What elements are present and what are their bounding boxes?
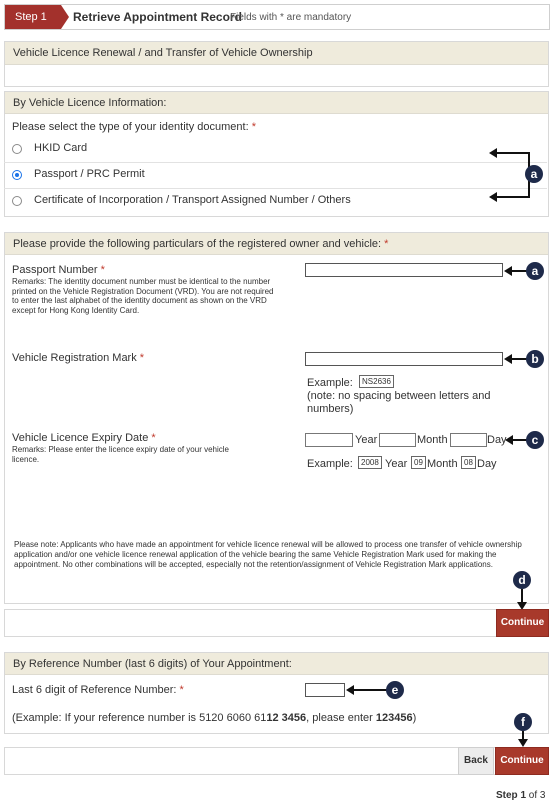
radio-button[interactable] bbox=[12, 196, 22, 206]
radio-option-certificate[interactable] bbox=[4, 190, 547, 215]
arrow-head-icon bbox=[346, 685, 354, 695]
section-title: Vehicle Licence Renewal / and Transfer of Vehicle Ownership bbox=[5, 42, 548, 65]
section-title: By Vehicle Licence Information: bbox=[5, 92, 548, 114]
day-label: Day bbox=[487, 434, 507, 446]
callout-marker-b: b bbox=[526, 350, 544, 368]
callout-arrow-line bbox=[496, 196, 529, 198]
step-arrow-icon bbox=[61, 5, 69, 29]
back-button[interactable]: Back bbox=[458, 747, 494, 775]
section-title: Please provide the following particulars of the registered owner and vehicle: * bbox=[5, 233, 548, 255]
expiry-remark: Remarks: Please enter the licence expiry date of your vehicle licence. bbox=[12, 445, 229, 464]
callout-marker-c: c bbox=[526, 431, 544, 449]
vrm-label: Vehicle Registration Mark * bbox=[12, 352, 145, 364]
reference-number-label: Last 6 digit of Reference Number: * bbox=[12, 684, 184, 696]
callout-arrow-line bbox=[513, 439, 527, 441]
continue-button[interactable]: Continue bbox=[495, 747, 549, 775]
month-label: Month bbox=[417, 434, 448, 446]
arrow-head-icon bbox=[504, 266, 512, 276]
arrow-head-icon bbox=[504, 354, 512, 364]
section-vehicle-licence-renewal bbox=[4, 41, 549, 87]
example-month-label: Month bbox=[427, 458, 458, 470]
passport-remark: Remarks: The identity document number must be identical to the number printed on the Vehicle Registration Document (VRD). You are not required to enter the last alphabet of the identity document as shown on the VRD except for Hong Kong Identity Card. bbox=[12, 277, 274, 315]
continue-bar bbox=[4, 609, 549, 637]
radio-option-hkid[interactable] bbox=[4, 138, 547, 163]
example-day-value: 08 bbox=[461, 456, 476, 469]
expiry-month-input[interactable] bbox=[379, 433, 416, 447]
arrow-head-icon bbox=[489, 148, 497, 158]
expiry-date-label: Vehicle Licence Expiry Date * bbox=[12, 432, 156, 444]
vrm-example-label: Example: bbox=[307, 377, 353, 389]
callout-marker-f: f bbox=[514, 713, 532, 731]
arrow-head-icon bbox=[489, 192, 497, 202]
continue-button[interactable]: Continue bbox=[496, 609, 549, 637]
reference-example: (Example: If your reference number is 5120 6060 6112 3456, please enter 123456) bbox=[12, 712, 417, 724]
radio-label: HKID Card bbox=[34, 142, 88, 154]
step-pagination: Step 1 of 3 bbox=[496, 790, 546, 801]
radio-button-selected[interactable] bbox=[12, 170, 22, 180]
callout-arrow-line bbox=[354, 689, 388, 691]
expiry-year-input[interactable] bbox=[305, 433, 353, 447]
example-day-label: Day bbox=[477, 458, 497, 470]
arrow-head-icon bbox=[505, 435, 513, 445]
callout-arrow-line bbox=[521, 589, 523, 603]
page-title: Retrieve Appointment Record bbox=[73, 10, 242, 24]
vrm-note: (note: no spacing between letters and numbers) bbox=[307, 390, 491, 415]
callout-arrow-line bbox=[496, 152, 529, 154]
radio-option-passport[interactable] bbox=[4, 164, 547, 189]
year-label: Year bbox=[355, 434, 378, 446]
passport-number-input[interactable] bbox=[305, 263, 503, 277]
callout-marker-a: a bbox=[525, 165, 543, 183]
mandatory-note: Fields with * are mandatory bbox=[230, 12, 352, 23]
arrow-head-down-icon bbox=[518, 739, 528, 747]
reference-number-input[interactable] bbox=[305, 683, 345, 697]
radio-label: Certificate of Incorporation / Transport Assigned Number / Others bbox=[34, 194, 351, 206]
section-title: By Reference Number (last 6 digits) of Your Appointment: bbox=[5, 653, 548, 675]
example-year-label: Year bbox=[385, 458, 408, 470]
example-year-value: 2008 bbox=[358, 456, 382, 469]
callout-marker-a: a bbox=[526, 262, 544, 280]
radio-label: Passport / PRC Permit bbox=[34, 168, 145, 180]
step-header bbox=[4, 4, 550, 30]
id-type-prompt: Please select the type of your identity document: * bbox=[12, 121, 256, 133]
callout-marker-e: e bbox=[386, 681, 404, 699]
example-month-value: 09 bbox=[411, 456, 426, 469]
expiry-example-label: Example: bbox=[307, 458, 353, 470]
vrm-input[interactable] bbox=[305, 352, 503, 366]
please-note-text: Please note: Applicants who have made an appointment for vehicle licence renewal will be allowed to process one transfer of vehicle ownership application and/or one vehicle licence renewal application of the vehicle bearing the same Vehicle Registration Mark used for making the appointment. No other combinations will be accepted, especially not the retention/assignment of Vehicle Registration Mark applications. bbox=[14, 540, 522, 569]
expiry-day-input[interactable] bbox=[450, 433, 487, 447]
radio-button[interactable] bbox=[12, 144, 22, 154]
step-indicator: Step 1 bbox=[5, 5, 61, 29]
passport-number-label: Passport Number * bbox=[12, 264, 105, 276]
vrm-example-value: NS2636 bbox=[359, 375, 394, 388]
callout-marker-d: d bbox=[513, 571, 531, 589]
